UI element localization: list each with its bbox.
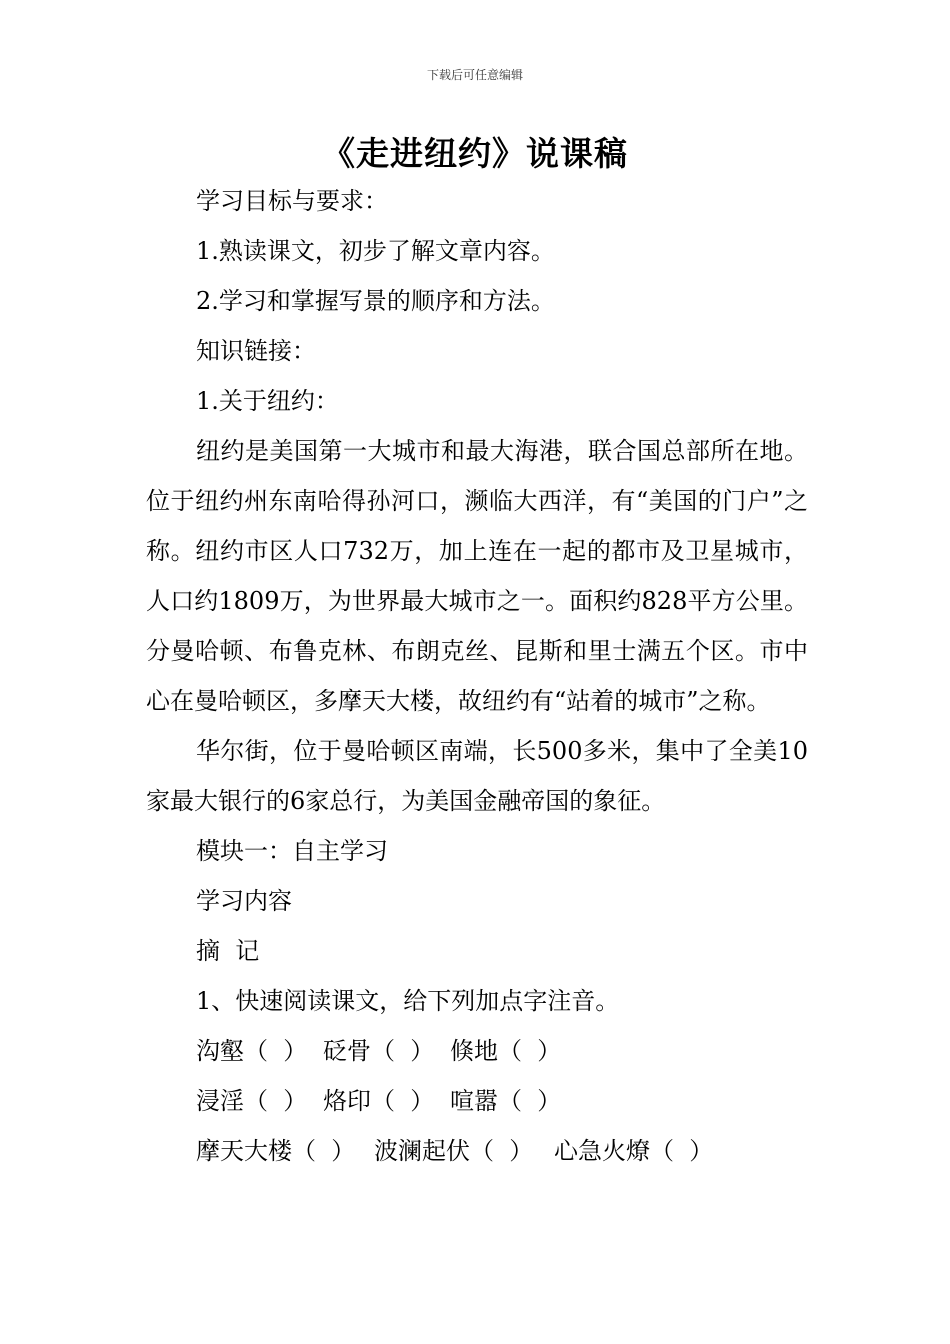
page-title: 《走进纽约》说课稿 (322, 134, 628, 173)
content-label: 学习内容 (196, 887, 292, 915)
task-1: 1、快速阅读课文，给下列加点字注音。 (196, 987, 620, 1015)
pinyin-item: 波澜起伏（ ） (374, 1137, 534, 1165)
pinyin-row-3 (146, 1126, 808, 1176)
goals-heading: 学习目标与要求： (196, 187, 388, 215)
wall-street-paragraph: 华尔街，位于曼哈顿区南端，长500多米，集中了全美10家最大银行的6家总行，为美国金融帝国的象征。 (146, 737, 808, 815)
pinyin-item: 摩天大楼（ ） (196, 1137, 356, 1165)
pinyin-item: 倏地（ ） (450, 1037, 562, 1065)
pinyin-item: 沟壑（ ） (196, 1037, 308, 1065)
goal-item-1: 1.熟读课文，初步了解文章内容。 (196, 237, 555, 265)
pinyin-item: 浸淫（ ） (196, 1087, 308, 1115)
pinyin-item: 心急火燎（ ） (554, 1137, 714, 1165)
pinyin-item: 烙印（ ） (323, 1087, 435, 1115)
pinyin-item: 砭骨（ ） (323, 1037, 435, 1065)
notes-label: 摘 记 (196, 937, 260, 965)
document-body (146, 176, 808, 1176)
new-york-paragraph: 纽约是美国第一大城市和最大海港，联合国总部所在地。位于纽约州东南哈得孙河口，濒临大西洋，有“美国的门户”之称。纽约市区人口732万，加上连在一起的都市及卫星城市，人口约1809万，为世界最大城市之一。面积约828平方公里。分曼哈顿、布鲁克林、布朗克丝、昆斯和里士满五个区。市中心在曼哈顿区，多摩天大楼，故纽约有“站着的城市”之称。 (146, 437, 808, 715)
pinyin-row-1 (146, 1026, 808, 1076)
module-one-heading: 模块一：自主学习 (196, 837, 388, 865)
links-subheading: 1.关于纽约： (196, 387, 339, 415)
goal-item-2: 2.学习和掌握写景的顺序和方法。 (196, 287, 555, 315)
pinyin-row-2 (146, 1076, 808, 1126)
header-note: 下载后可任意编辑 (426, 68, 523, 82)
links-heading: 知识链接： (196, 337, 316, 365)
pinyin-item: 喧嚣（ ） (450, 1087, 562, 1115)
